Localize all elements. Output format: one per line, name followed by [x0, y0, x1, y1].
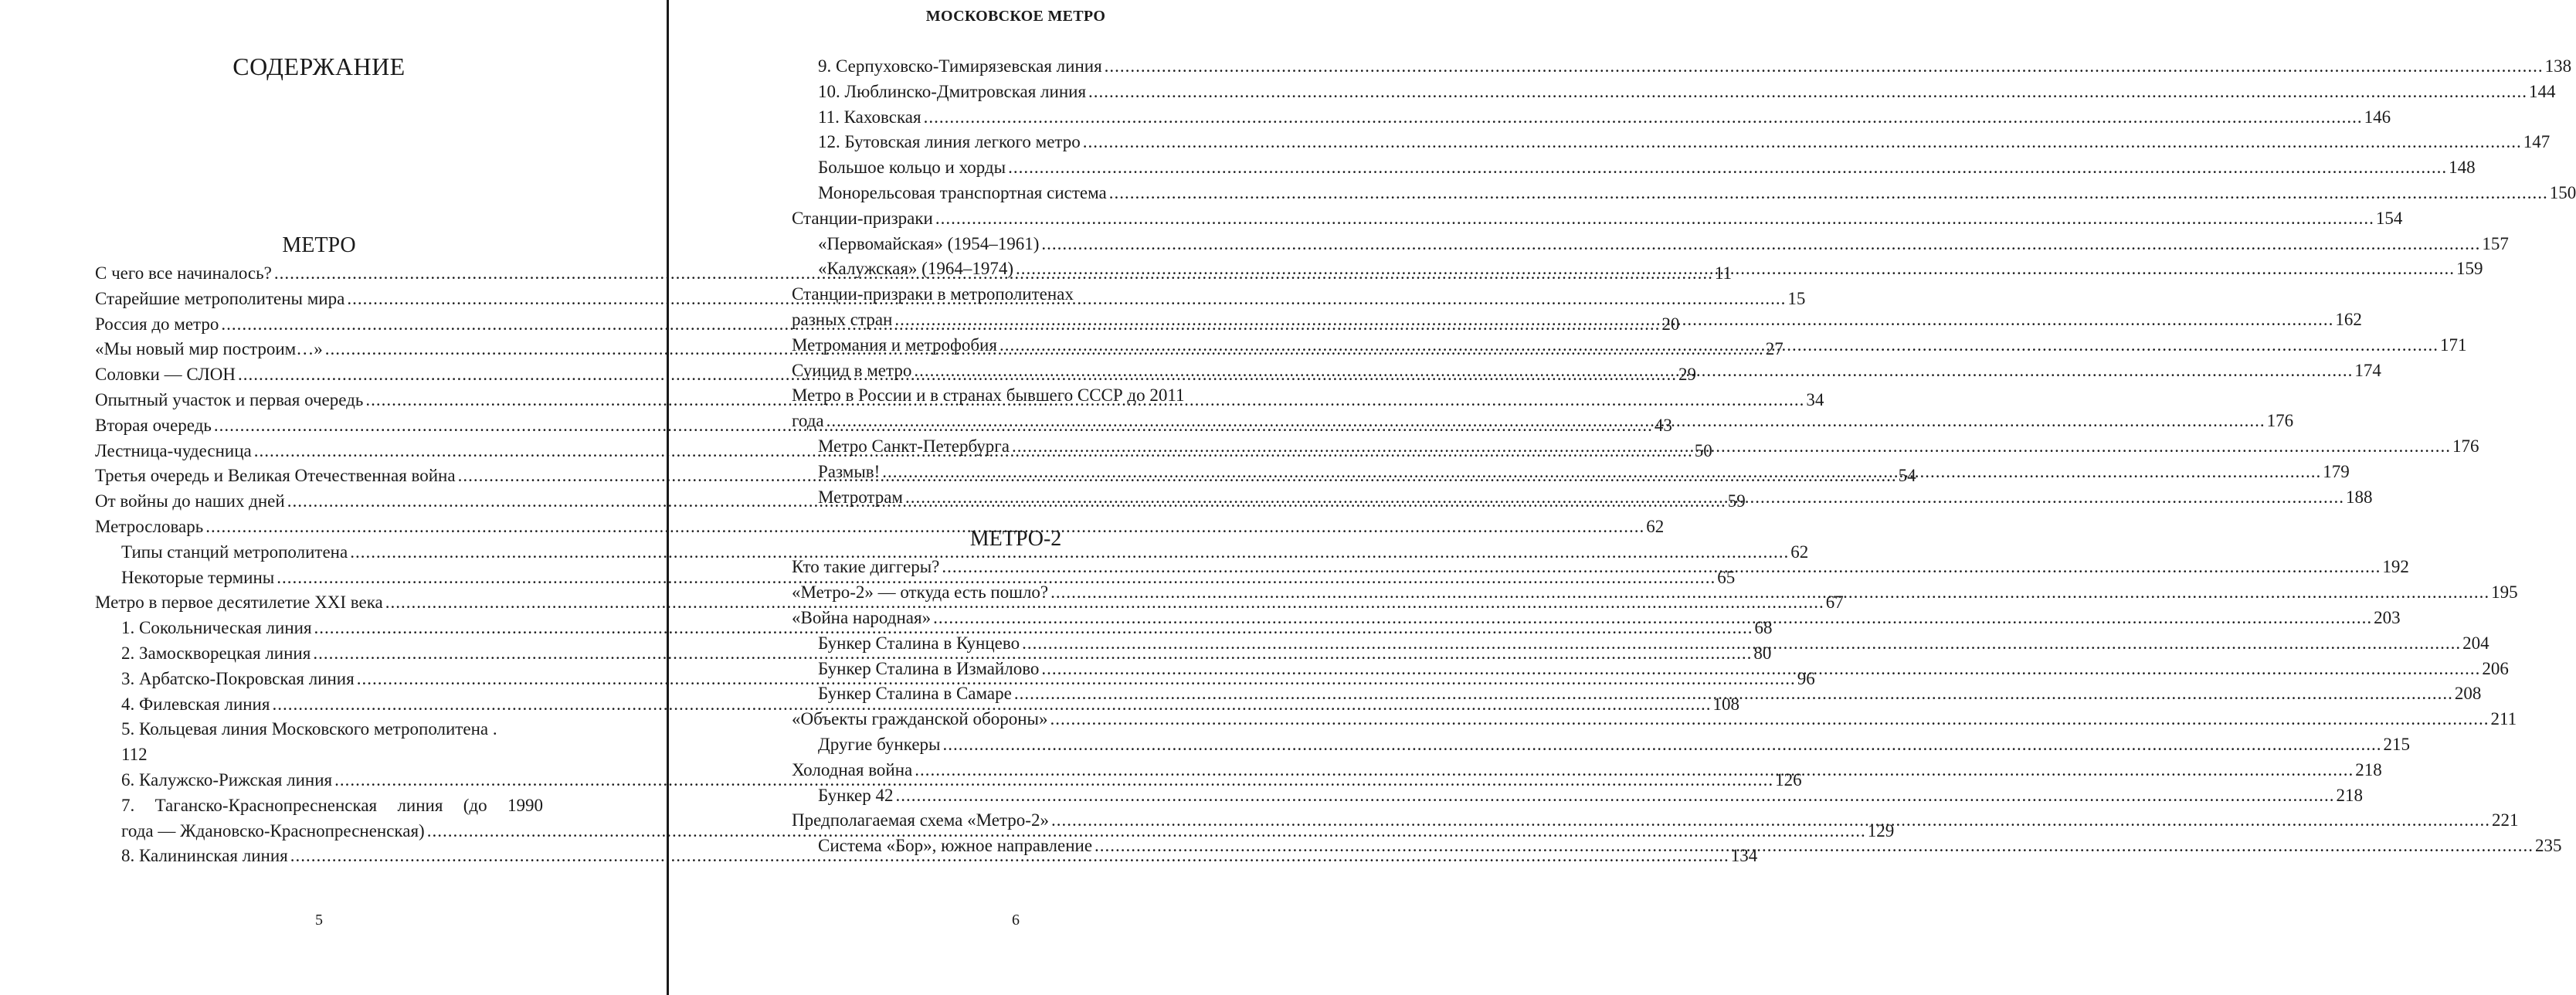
- dot-leader: [924, 105, 2363, 131]
- page-title: СОДЕРЖАНИЕ: [232, 53, 406, 80]
- toc-subentry[interactable]: [792, 232, 2509, 257]
- dot-leader: [1008, 155, 2447, 181]
- toc-entry-page-number: 162: [2335, 309, 2362, 329]
- toc-subentry-page: 112: [121, 745, 148, 765]
- toc-entry-page-number: 218: [2336, 785, 2364, 805]
- toc-entry-title: Кто такие диггеры?: [792, 557, 940, 577]
- toc-entry-page-number: 211: [2490, 709, 2517, 729]
- toc-entry-title: Россия до метро: [95, 314, 219, 334]
- toc-entry-page-number: 29: [1678, 365, 1696, 385]
- toc-subentry[interactable]: [792, 80, 2556, 105]
- toc-entry-title: Станции-призраки: [792, 208, 933, 228]
- toc-entry-page-number: 62: [1790, 542, 1809, 562]
- dot-leader: [915, 758, 2354, 783]
- toc-entry-title: 1. Сокольническая линия: [121, 618, 312, 638]
- toc-entry-page-number: 80: [1753, 643, 1772, 663]
- toc-entry-title: Опытный участок и первая очередь: [95, 389, 364, 409]
- toc-entry-title: «Калужская» (1964–1974): [818, 259, 1013, 279]
- toc-subentry[interactable]: [792, 181, 2576, 206]
- toc-entry-title: От войны до наших дней: [95, 491, 285, 511]
- toc-entry-page-number: 96: [1797, 668, 1815, 688]
- toc-entry[interactable]: [792, 206, 2403, 232]
- dot-leader: [1050, 707, 2489, 732]
- toc-entry-title: С чего все начиналось?: [95, 263, 272, 283]
- toc-entry-title: 6. Калужско-Рижская линия: [121, 769, 333, 790]
- toc-entry-page-number: 68: [1754, 618, 1773, 638]
- dot-leader: [1016, 256, 2455, 282]
- dot-leader: [942, 555, 2381, 580]
- dot-leader: [1014, 681, 2453, 707]
- toc-entry-title: Бункер Сталина в Измайлово: [818, 658, 1040, 678]
- justified-word: линия: [397, 795, 443, 815]
- toc-entry-page-number: 20: [1661, 314, 1680, 334]
- toc-entry-title: Другие бункеры: [818, 734, 941, 754]
- toc-entry-title: «Первомайская» (1954–1961): [818, 233, 1040, 253]
- toc-entry-page-number: 204: [2462, 633, 2489, 653]
- toc-subentry[interactable]: [792, 732, 2410, 758]
- toc-entry-page-number: 174: [2354, 360, 2381, 380]
- toc-entry-page-number: 147: [2523, 132, 2551, 152]
- toc-entry-page-number: 62: [1646, 516, 1665, 536]
- toc-subentry-multiline[interactable]: [95, 717, 543, 768]
- toc-entry-page-number: 171: [2439, 334, 2467, 355]
- toc-entry-page-number: 67: [1825, 593, 1844, 613]
- section-heading-metro: МЕТРО: [282, 233, 356, 257]
- toc-subentry[interactable]: [95, 540, 1809, 565]
- dot-leader: [882, 460, 2321, 485]
- toc-entry-page-number: 176: [2266, 411, 2294, 431]
- toc-entry-page-number: 59: [1727, 491, 1746, 511]
- toc-entry-page-number: 154: [2375, 208, 2403, 228]
- toc-entry-page-number: 157: [2482, 233, 2509, 253]
- toc-entry-title: Монорельсовая транспортная система: [818, 182, 1107, 202]
- toc-entry-title: Лестница-чудесница: [95, 440, 252, 460]
- toc-entry-title: «Мы новый мир построим…»: [95, 339, 323, 359]
- toc-entry-title: 11. Каховская: [818, 107, 921, 127]
- dot-leader: [1083, 130, 2522, 155]
- dot-leader: [1088, 80, 2527, 105]
- toc-entry-page-number: 188: [2345, 487, 2373, 507]
- toc-entry-page-number: 108: [1712, 694, 1739, 714]
- toc-entry[interactable]: [792, 707, 2517, 732]
- toc-entry-page-number: 50: [1694, 440, 1712, 460]
- dot-leader: [1012, 434, 2451, 460]
- toc-entry-title: 2. Замоскворецкая линия: [121, 643, 311, 663]
- dot-leader: [942, 732, 2381, 758]
- running-head: МОСКОВСКОЕ МЕТРО: [925, 8, 1106, 25]
- toc-entry-title: Некоторые термины: [121, 567, 275, 587]
- dot-leader: [826, 409, 2265, 434]
- toc-subentry-line: [95, 793, 543, 819]
- toc-entry-title: года — Ждановско-Краснопресненская): [121, 820, 425, 840]
- dot-leader: [896, 783, 2335, 809]
- toc-entry-page-number: 159: [2456, 259, 2483, 279]
- toc-entry-title: 12. Бутовская линия легкого метро: [818, 132, 1081, 152]
- toc-entry-title: Метромания и метрофобия: [792, 334, 997, 355]
- page-number: 6: [1012, 912, 1020, 929]
- toc-entry-page-number: 221: [2491, 810, 2519, 830]
- dot-leader: [1022, 631, 2461, 657]
- dot-leader: [1041, 657, 2480, 682]
- toc-entry-title: года: [792, 411, 824, 431]
- toc-entry-page-number: 65: [1717, 567, 1736, 587]
- toc-entry-page-number: 176: [2452, 436, 2479, 456]
- toc-entry-page-number: 192: [2382, 557, 2409, 577]
- toc-entry-title: «Метро-2» — откуда есть пошло?: [792, 582, 1049, 603]
- toc-entry-page-number: 134: [1730, 846, 1758, 866]
- toc-entry-title: Третья очередь и Великая Отечественная война: [95, 466, 456, 486]
- toc-entry-page-number: 15: [1787, 288, 1806, 308]
- toc-entry-page-number: 11: [1714, 263, 1732, 283]
- dot-leader: [914, 358, 2353, 384]
- toc-subentry[interactable]: [792, 54, 2572, 80]
- toc-entry-title: «Объекты гражданской обороны»: [792, 709, 1048, 729]
- toc-subentry[interactable]: [792, 130, 2551, 155]
- toc-entry-page-number: 206: [2482, 658, 2509, 678]
- toc-entry-title: 4. Филевская линия: [121, 694, 270, 714]
- dot-leader: [1095, 834, 2534, 859]
- toc-entry-page-number: 150: [2549, 182, 2576, 202]
- page-number: 5: [315, 912, 323, 929]
- toc-entry-line: Метро в России и в странах бывшего СССР до 2011: [792, 385, 1185, 406]
- toc-entry-page-number: 34: [1806, 389, 1824, 409]
- toc-entry-title: разных стран: [792, 309, 893, 329]
- toc-entry-title: Метро Санкт-Петербурга: [818, 436, 1010, 456]
- toc-entry-page-number: 54: [1898, 466, 1916, 486]
- toc-entry-page-number: 148: [2449, 158, 2476, 178]
- section-heading-metro-2: МЕТРО-2: [969, 527, 1062, 552]
- toc-entry-page-number: 195: [2491, 582, 2518, 603]
- toc-entry-page-number: 146: [2364, 107, 2391, 127]
- toc-entry-title: Бункер Сталина в Самаре: [818, 684, 1012, 704]
- toc-entry-title: 9. Серпуховско-Тимирязевская линия: [818, 56, 1102, 76]
- toc-entry-title: Метрословарь: [95, 516, 204, 536]
- toc-entry-page-number: 179: [2323, 461, 2350, 481]
- toc-entry-title: Бункер 42: [818, 785, 894, 805]
- toc-entry-title: Система «Бор», южное направление: [818, 836, 1093, 856]
- toc-entry-title: Размыв!: [818, 461, 881, 481]
- toc-entry-page-number: 126: [1775, 769, 1802, 790]
- toc-entry-page-number: 235: [2535, 836, 2562, 856]
- toc-entry-title: 10. Люблинско-Дмитровская линия: [818, 81, 1087, 101]
- justified-word: 1990: [507, 795, 543, 815]
- dot-leader: [933, 606, 2372, 631]
- toc-entry-title: Бункер Сталина в Кунцево: [818, 633, 1020, 653]
- toc-entry-title: Старейшие метрополитены мира: [95, 288, 345, 308]
- justified-word: Таганско-Краснопресненская: [154, 795, 378, 815]
- toc-subentry[interactable]: [792, 783, 2364, 809]
- toc-entry-title: Вторая очередь: [95, 415, 212, 435]
- toc-entry-page-number: 27: [1765, 339, 1784, 359]
- toc-entry-title: 8. Калининская линия: [121, 846, 288, 866]
- justified-word: 7.: [121, 795, 135, 815]
- toc-entry-title: Суицид в метро: [792, 360, 912, 380]
- toc-entry-page-number: 215: [2383, 734, 2410, 754]
- toc-entry-title: Метротрам: [818, 487, 903, 507]
- toc-entry-title: Типы станций метрополитена: [121, 542, 348, 562]
- section-spacer: [792, 510, 1240, 524]
- toc-entry-title: 3. Арбатско-Покровская линия: [121, 668, 355, 688]
- dot-leader: [1050, 580, 2489, 606]
- toc-entry-title: Холодная война: [792, 759, 913, 779]
- toc-entry-page-number: 138: [2544, 56, 2572, 76]
- toc-entry-title: Метро в первое десятилетие XXI века: [95, 593, 383, 613]
- toc-entry-title: Соловки — СЛОН: [95, 365, 236, 385]
- toc-entry-page-number: 218: [2355, 759, 2382, 779]
- toc-entry-title: «Война народная»: [792, 607, 932, 627]
- dot-leader: [905, 485, 2344, 511]
- toc-subentry-line: 5. Кольцевая линия Московского метрополитена .: [121, 719, 497, 739]
- toc-entry-page-number: 203: [2374, 607, 2401, 627]
- toc-entry-page-number: 43: [1654, 415, 1672, 435]
- toc-entry-page-number: 129: [1867, 820, 1895, 840]
- dot-leader: [1000, 333, 2439, 358]
- toc-subentry[interactable]: [792, 155, 2476, 181]
- toc-entry-line: Станции-призраки в метрополитенах: [792, 284, 1074, 304]
- toc-entry-title: Предполагаемая схема «Метро-2»: [792, 810, 1049, 830]
- dot-leader: [935, 206, 2374, 232]
- justified-word: (до: [463, 795, 487, 815]
- dot-leader: [1105, 54, 2544, 80]
- dot-leader: [1051, 808, 2490, 834]
- dot-leader: [1109, 181, 2548, 206]
- dot-leader: [1041, 232, 2480, 257]
- toc-entry-title: Большое кольцо и хорды: [818, 158, 1006, 178]
- toc-subentry[interactable]: [792, 105, 2391, 131]
- toc-entry-page-number: 144: [2529, 81, 2556, 101]
- toc-entry-page-number: 208: [2454, 684, 2482, 704]
- dot-leader: [894, 307, 2333, 333]
